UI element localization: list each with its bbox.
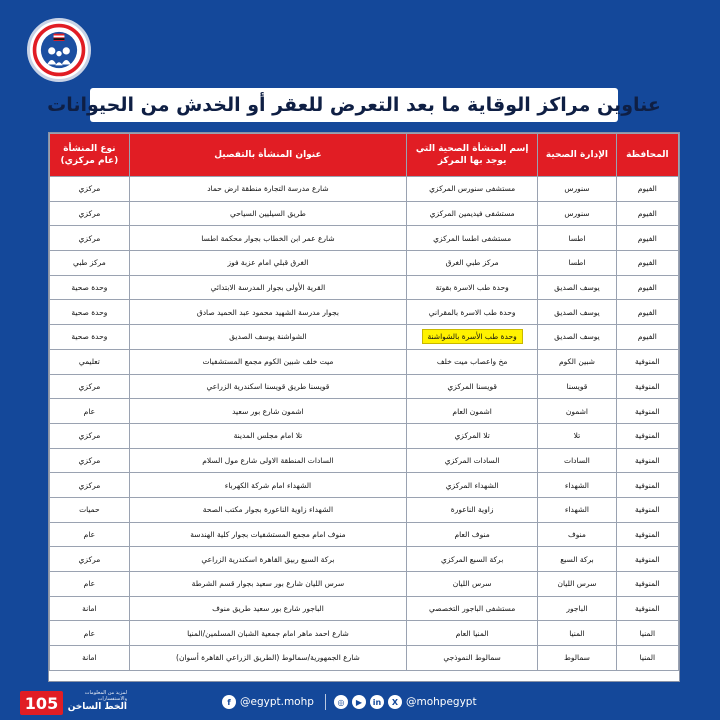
table-row	[50, 596, 679, 621]
cell-address: طريق السيليين السياحي	[129, 201, 406, 226]
cell-governorate: المنوفية	[616, 497, 678, 522]
cell-facility: اشمون العام	[407, 399, 538, 424]
table-row	[50, 374, 679, 399]
cell-address: بجوار مدرسة الشهيد محمود عبد الحميد صادق	[129, 300, 406, 325]
cell-admin: المنيا	[538, 621, 617, 646]
cell-facility: وحدة طب الاسرة بقوتة	[407, 275, 538, 300]
cell-admin: منوف	[538, 522, 617, 547]
cell-type: مركزي	[50, 226, 130, 251]
cell-address: شارع الجمهورية/سمالوط (الطريق الزراعي القاهرة أسوان)	[129, 646, 406, 671]
cell-type: عام	[50, 572, 130, 597]
cell-governorate: المنوفية	[616, 399, 678, 424]
cell-admin: سمالوط	[538, 646, 617, 671]
table-row	[50, 572, 679, 597]
cell-address: قويسنا طريق قويسنا اسكندرية الزراعي	[129, 374, 406, 399]
cell-type: مركزي	[50, 473, 130, 498]
table-row	[50, 399, 679, 424]
cell-facility: المنيا العام	[407, 621, 538, 646]
hotline-title: الخط الساخن	[67, 702, 127, 712]
cell-facility: سرس الليان	[407, 572, 538, 597]
cell-governorate: الفيوم	[616, 226, 678, 251]
cell-address: الغرق قبلي امام عزبة فوز	[129, 251, 406, 276]
social-handles[interactable]	[334, 695, 477, 709]
table-row	[50, 349, 679, 374]
cell-facility: بركة السبع المركزي	[407, 547, 538, 572]
header-governorate: المحافظة	[616, 134, 678, 177]
cell-address: القرية الأولى بجوار المدرسة الابتدائي	[129, 275, 406, 300]
cell-address: الشواشنة يوسف الصديق	[129, 325, 406, 350]
cell-address: الشهداء زاوية الناعورة بجوار مكتب الصحة	[129, 497, 406, 522]
table-row	[50, 423, 679, 448]
cell-facility: مستشفى اطسا المركزي	[407, 226, 538, 251]
table-row	[50, 522, 679, 547]
header-address: عنوان المنشأة بالتفصيل	[129, 134, 406, 177]
ministry-logo	[27, 18, 91, 82]
cell-admin: اشمون	[538, 399, 617, 424]
table-row	[50, 226, 679, 251]
cell-type: امانة	[50, 596, 130, 621]
cell-admin: الشهداء	[538, 497, 617, 522]
ministry-of-health-logo-icon	[30, 21, 88, 79]
cell-governorate: المنوفية	[616, 448, 678, 473]
hotline-subtitle: لمزيد من المعلومات والاستفسارات	[84, 690, 127, 702]
cell-admin: الشهداء	[538, 473, 617, 498]
cell-address: السادات المنطقة الاولى شارع مول السلام	[129, 448, 406, 473]
header-facility-name: إسم المنشأة الصحية التي يوجد بها المركز	[407, 134, 538, 177]
cell-address: منوف امام مجمع المستشفيات بجوار كلية الهندسة	[129, 522, 406, 547]
table-row	[50, 251, 679, 276]
cell-admin: سنورس	[538, 177, 617, 202]
cell-governorate: المنوفية	[616, 596, 678, 621]
cell-governorate: المنوفية	[616, 473, 678, 498]
cell-type: وحدة صحية	[50, 325, 130, 350]
cell-governorate: الفيوم	[616, 300, 678, 325]
youtube-icon: ▶	[352, 695, 366, 709]
cell-governorate: الفيوم	[616, 251, 678, 276]
cell-facility: تلا المركزي	[407, 423, 538, 448]
cell-address: بركة السبع ربيق القاهرة اسكندرية الزراعي	[129, 547, 406, 572]
cell-governorate: الفيوم	[616, 275, 678, 300]
table-row	[50, 300, 679, 325]
cell-facility: وحدة طب الاسرة بالمقراني	[407, 300, 538, 325]
cell-facility: مستشفى فيديمين المركزي	[407, 201, 538, 226]
hotline-label	[65, 690, 127, 713]
cell-governorate: المنوفية	[616, 547, 678, 572]
cell-address: شارع عمر ابن الخطاب بجوار محكمة اطسا	[129, 226, 406, 251]
cell-admin: شبين الكوم	[538, 349, 617, 374]
cell-governorate: المنوفية	[616, 374, 678, 399]
header-facility-type: نوع المنشأة (عام مركزي)	[50, 134, 130, 177]
instagram-icon: ◎	[334, 695, 348, 709]
cell-address: تلا امام مجلس المدينة	[129, 423, 406, 448]
cell-admin: تلا	[538, 423, 617, 448]
cell-type: وحدة صحية	[50, 275, 130, 300]
cell-facility: السادات المركزي	[407, 448, 538, 473]
cell-facility: مخ واعصاب ميت خلف	[407, 349, 538, 374]
table-row	[50, 473, 679, 498]
cell-type: مركزي	[50, 448, 130, 473]
cell-admin: بركة السبع	[538, 547, 617, 572]
cell-type: مركزي	[50, 423, 130, 448]
table-row	[50, 325, 679, 350]
centers-table	[49, 133, 679, 671]
cell-facility: قويسنا المركزي	[407, 374, 538, 399]
cell-type: امانة	[50, 646, 130, 671]
facebook-handle-text: @egypt.mohp	[240, 696, 314, 708]
table-row	[50, 275, 679, 300]
cell-admin: يوسف الصديق	[538, 300, 617, 325]
cell-governorate: الفيوم	[616, 201, 678, 226]
header-health-admin: الإدارة الصحية	[538, 134, 617, 177]
cell-type: مركزي	[50, 547, 130, 572]
facebook-handle[interactable]	[222, 695, 314, 709]
cell-governorate: المنوفية	[616, 349, 678, 374]
linkedin-icon: in	[370, 695, 384, 709]
cell-type: مركزي	[50, 374, 130, 399]
table-row	[50, 646, 679, 671]
cell-type: وحدة صحية	[50, 300, 130, 325]
cell-facility: الشهداء المركزي	[407, 473, 538, 498]
table-row	[50, 497, 679, 522]
centers-table-sheet	[48, 132, 680, 682]
table-header-row	[50, 134, 679, 177]
cell-type: تعليمي	[50, 349, 130, 374]
table-row	[50, 448, 679, 473]
footer-divider	[325, 694, 326, 710]
cell-governorate: الفيوم	[616, 325, 678, 350]
table-row	[50, 177, 679, 202]
table-row	[50, 621, 679, 646]
page-title: عناوين مراكز الوقاية ما بعد التعرض للعقر أو الخدش من الحيوانات	[47, 94, 661, 116]
cell-facility: زاوية الناعورة	[407, 497, 538, 522]
cell-governorate: الفيوم	[616, 177, 678, 202]
cell-address: شارع احمد ماهر امام جمعية الشبان المسلمين/المنيا	[129, 621, 406, 646]
footer	[0, 684, 720, 720]
cell-type: مركزي	[50, 201, 130, 226]
table-row	[50, 547, 679, 572]
cell-governorate: المنوفية	[616, 572, 678, 597]
cell-governorate: المنوفية	[616, 522, 678, 547]
cell-admin: الباجور	[538, 596, 617, 621]
cell-address: ميت خلف شبين الكوم مجمع المستشفيات	[129, 349, 406, 374]
hotline-number: 105	[20, 691, 63, 715]
cell-address: شارع مدرسة التجارة منطقة ارض حماد	[129, 177, 406, 202]
title-banner	[47, 88, 661, 122]
highlighted-facility: وحدة طب الأسرة بالشواشنة	[422, 329, 523, 344]
cell-admin: اطسا	[538, 251, 617, 276]
cell-type: حميات	[50, 497, 130, 522]
facebook-icon: f	[222, 695, 236, 709]
cell-admin: يوسف الصديق	[538, 325, 617, 350]
cell-type: عام	[50, 399, 130, 424]
cell-admin: يوسف الصديق	[538, 275, 617, 300]
x-twitter-icon: X	[388, 695, 402, 709]
cell-admin: اطسا	[538, 226, 617, 251]
cell-address: اشمون شارع بور سعيد	[129, 399, 406, 424]
cell-address: الباجور شارع بور سعيد طريق منوف	[129, 596, 406, 621]
cell-type: مركز طبي	[50, 251, 130, 276]
cell-type: عام	[50, 621, 130, 646]
table-row	[50, 201, 679, 226]
cell-governorate: المنيا	[616, 646, 678, 671]
cell-facility: مستشفى سنورس المركزي	[407, 177, 538, 202]
cell-governorate: المنيا	[616, 621, 678, 646]
table-body	[50, 177, 679, 671]
cell-admin: السادات	[538, 448, 617, 473]
cell-admin: سنورس	[538, 201, 617, 226]
cell-facility: مركز طبي الغرق	[407, 251, 538, 276]
cell-admin: قويسنا	[538, 374, 617, 399]
cell-facility: مستشفى الباجور التخصصي	[407, 596, 538, 621]
cell-address: الشهداء امام شركة الكهرباء	[129, 473, 406, 498]
cell-type: عام	[50, 522, 130, 547]
cell-type: مركزي	[50, 177, 130, 202]
social-handle-text: @mohpegypt	[406, 696, 477, 708]
cell-facility	[407, 325, 538, 350]
cell-admin: سرس الليان	[538, 572, 617, 597]
cell-address: سرس الليان شارع بور سعيد بجوار قسم الشرطة	[129, 572, 406, 597]
cell-facility: منوف العام	[407, 522, 538, 547]
cell-governorate: المنوفية	[616, 423, 678, 448]
cell-facility: سمالوط النموذجي	[407, 646, 538, 671]
